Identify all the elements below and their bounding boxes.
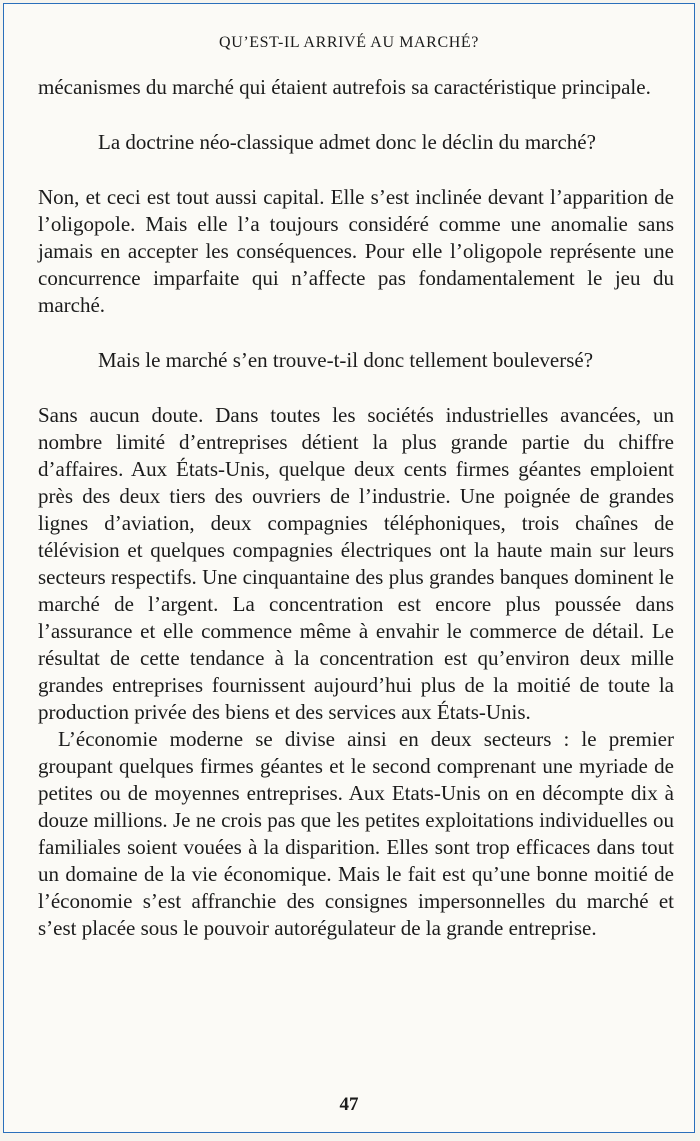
running-header: QU’EST-IL ARRIVÉ AU MARCHÉ? — [219, 34, 479, 51]
page-number: 47 — [339, 1094, 359, 1115]
answer-2-continued: L’économie moderne se divise ainsi en deux secteurs : le premier groupant quelques firmes géantes et le second comprenant une myriade de petites ou de moyennes entreprises. Aux Etats-Unis on en décompte dix à douze millions. Je ne crois pas que les petites exploitations individuelles ou familiales soient vouées à la disparition. Elles sont trop efficaces dans tout un domaine de la vie économique. Mais le fait est qu’une bonne moitié de l’économie s’est affranchie des consignes impersonnelles du marché et s’est placée sous le pouvoir autorégulateur de la grande entreprise. — [38, 727, 674, 940]
book-page — [3, 3, 695, 1133]
question-2: Mais le marché s’en trouve-t-il donc tellement bouleversé? — [98, 348, 594, 372]
answer-2: Sans aucun doute. Dans toutes les sociétés industrielles avancées, un nombre limité d’entreprises détient la plus grande partie du chiffre d’affaires. Aux États-Unis, quelque deux cents firmes géantes emploient près des deux tiers des ouvriers de l’industrie. Une poignée de grandes lignes d’aviation, deux compagnies téléphoniques, trois chaînes de télévision et quelques compagnies électriques ont la haute main sur leurs secteurs respectifs. Une cinquantaine des plus grandes banques dominent le marché de l’argent. La concentration est encore plus poussée dans l’assurance et elle commence même à envahir le commerce de détail. Le résultat de cette tendance à la concentration est qu’environ deux mille grandes entreprises fournissent aujourd’hui plus de la moitié de toute la production privée des biens et des services aux États-Unis. — [38, 403, 674, 724]
page-body — [38, 74, 674, 942]
answer-1: Non, et ceci est tout aussi capital. Elle s’est inclinée devant l’apparition de l’oligopole. Mais elle l’a toujours considéré comme une anomalie sans jamais en accepter les conséquences. Pour elle l’oligopole représente une concurrence imparfaite qui n’affecte pas fondamentalement le jeu du marché. — [38, 185, 674, 317]
paragraph-continuation: mécanismes du marché qui étaient autrefois sa caractéristique principale. — [38, 75, 651, 99]
question-1: La doctrine néo-classique admet donc le déclin du marché? — [98, 130, 596, 154]
